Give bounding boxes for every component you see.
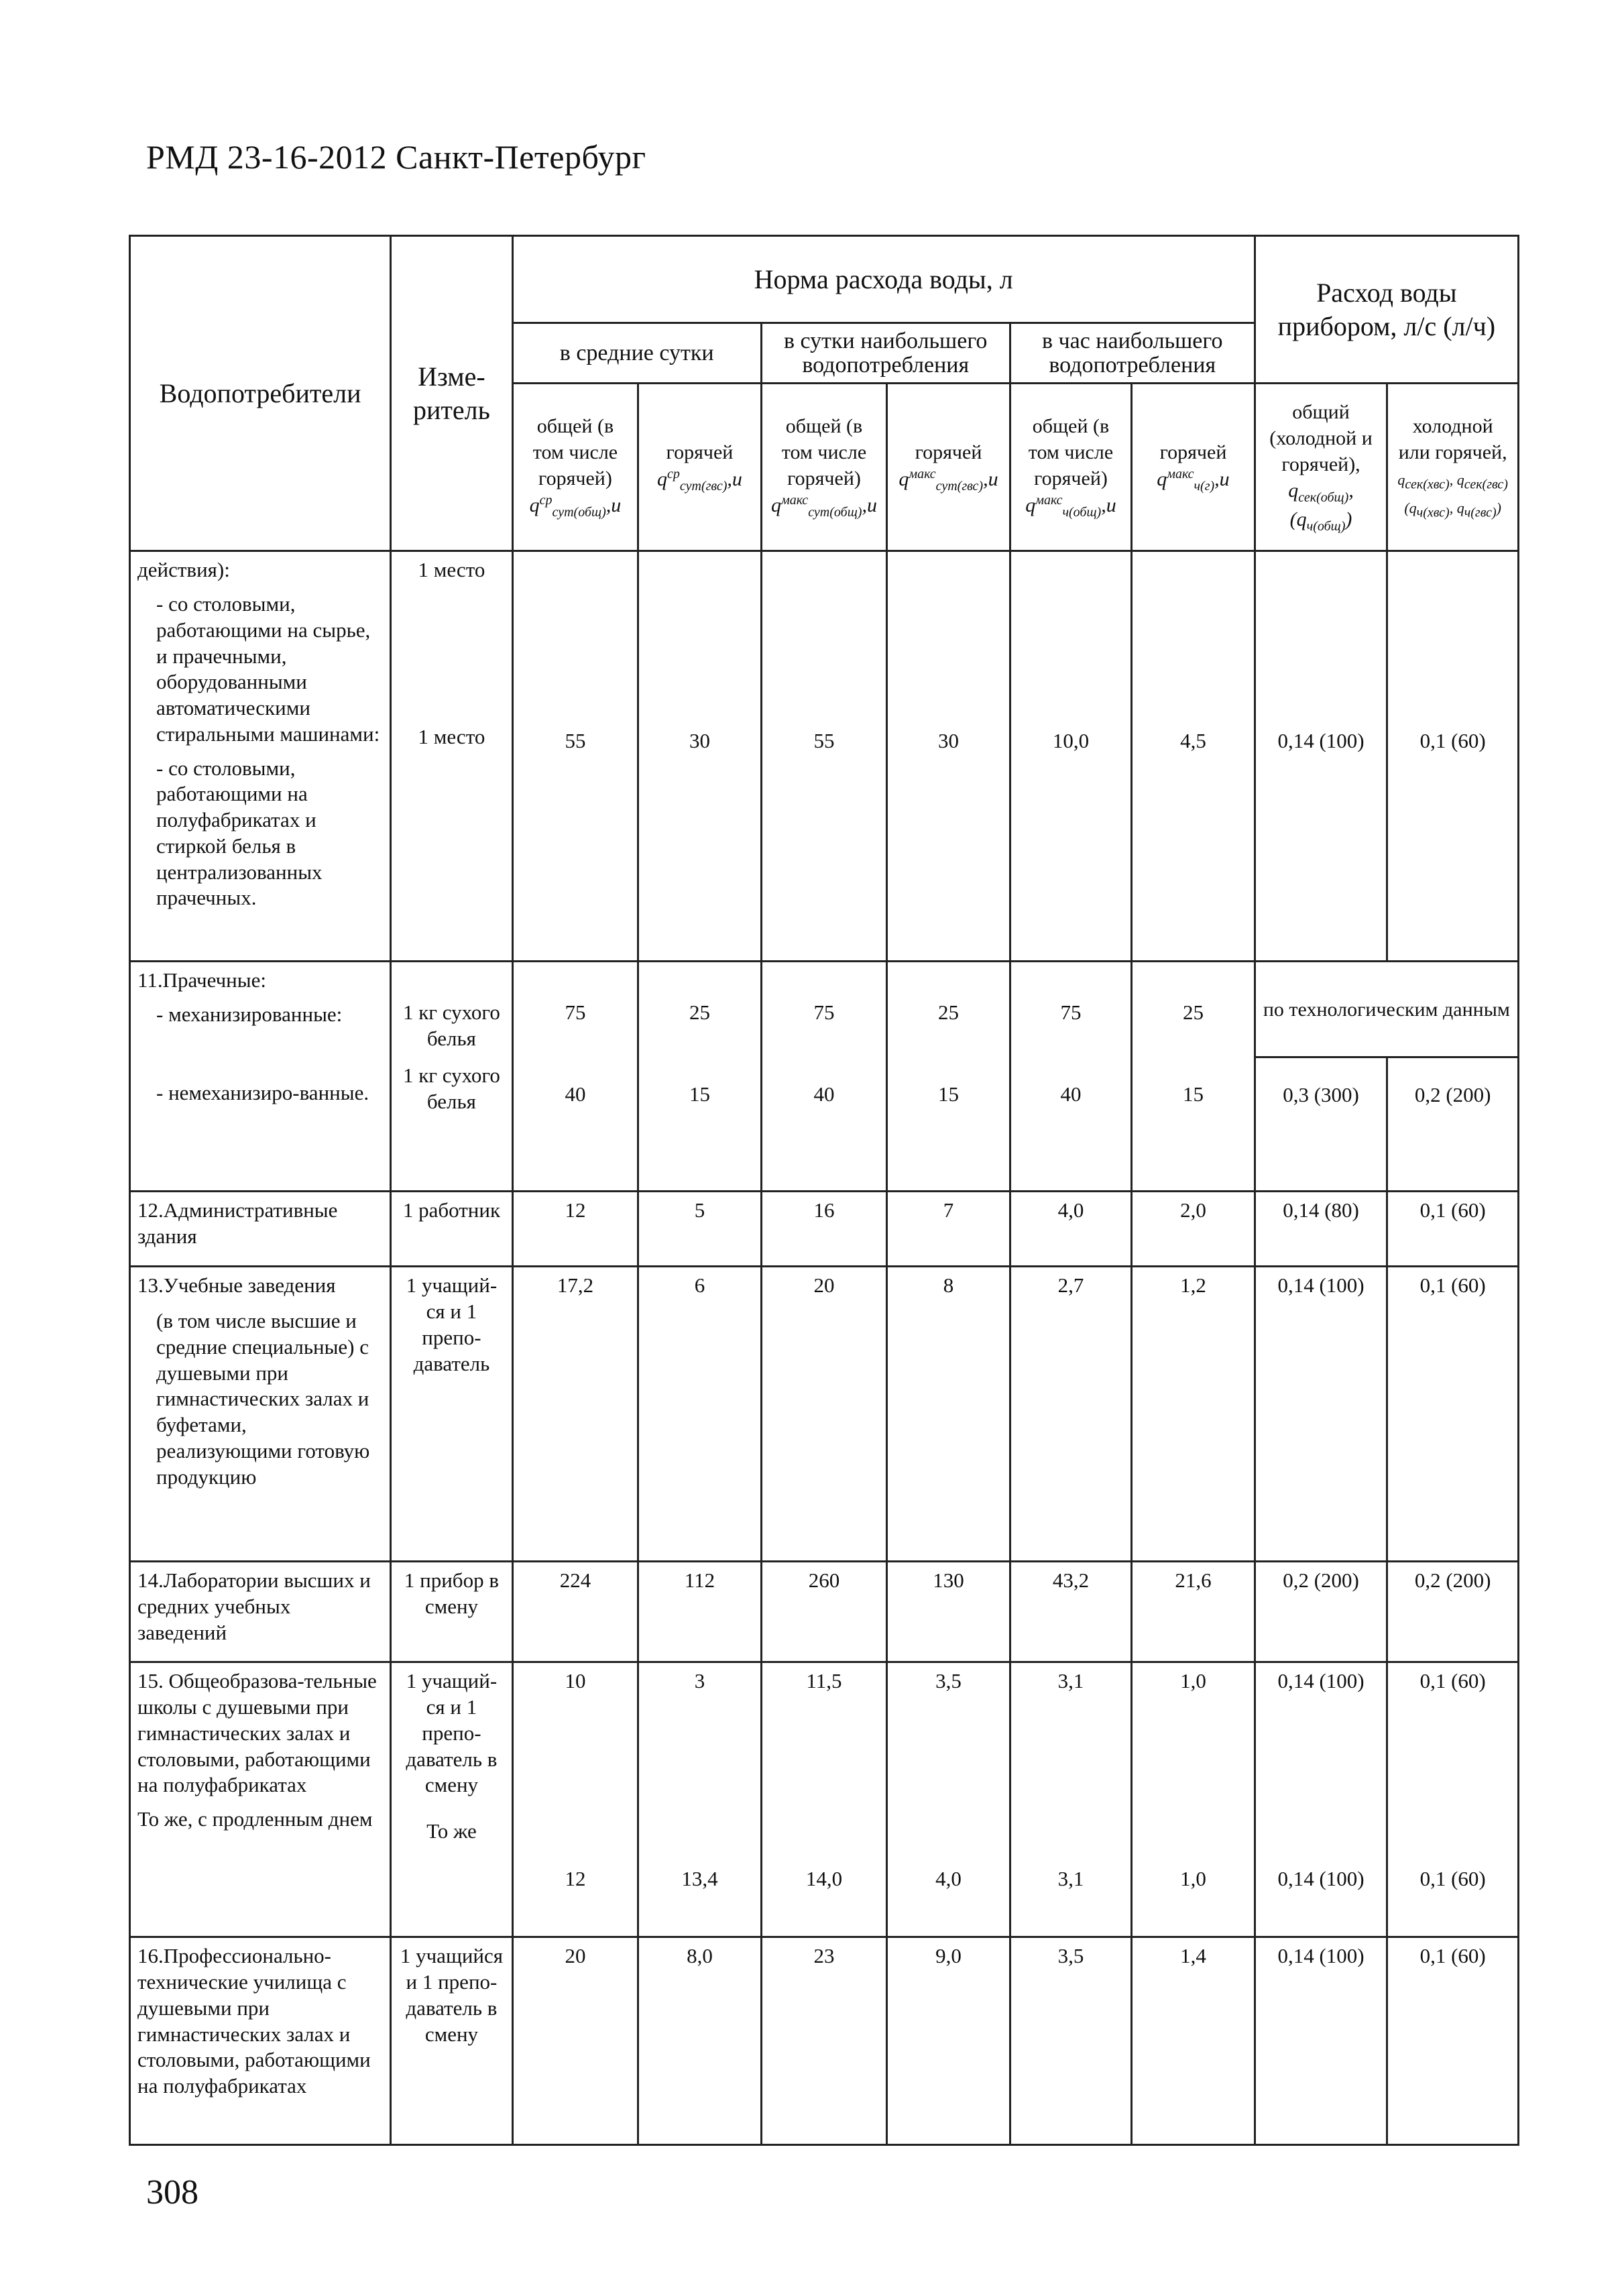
- cell-value: 20: [761, 1267, 887, 1562]
- tech-data-note: по технологическим данным: [1255, 962, 1518, 1057]
- row-consumer-title: 11.Прачечные:: [137, 968, 266, 992]
- cell-value: 0,14 (100): [1255, 551, 1387, 962]
- cell-value: 55: [512, 551, 638, 962]
- symbol-q-avg-hot: $q^{ср}_{сут(гвс)},u$: [657, 467, 742, 494]
- header-max-day: в сутки наибольшего водопотребления: [761, 323, 1010, 384]
- symbol-q-sec-total: $q_{сек(общ)}$,: [1288, 479, 1354, 506]
- cell-value: 10,0: [1010, 551, 1131, 962]
- table-row: [130, 1267, 1519, 1562]
- cell-value: 9,0: [887, 1937, 1010, 2145]
- cell-value: 20: [512, 1937, 638, 2145]
- row-unit: 1 кг сухого белья: [391, 1057, 512, 1192]
- cell-value: 0,1 (60): [1387, 551, 1519, 962]
- row-consumer-sub: - немеханизиро-ванные.: [156, 1080, 369, 1104]
- header-maxday-hot: [887, 384, 1010, 551]
- header-maxhour-hot-label: горячей: [1159, 441, 1227, 464]
- symbol-q-maxday-hot: $q^{макс}_{сут(гвс)},u$: [898, 467, 998, 494]
- header-consumers: Водопотребители: [130, 236, 391, 551]
- symbol-q-avg-total: $q^{ср}_{сут(общ)},u$: [529, 493, 622, 520]
- row-unit: [391, 1662, 512, 1937]
- row-unit: 1 прибор в смену: [391, 1562, 512, 1662]
- cell-value: 8: [887, 1267, 1010, 1562]
- cell-value: 0,14 (100): [1255, 1937, 1387, 2145]
- header-avg-total-label: общей (в том числе горячей): [532, 415, 618, 490]
- cell-value: 15: [887, 1057, 1010, 1192]
- cell-value: 3 13,4: [638, 1662, 762, 1937]
- cell-value: 0,1 (60): [1387, 1937, 1519, 2145]
- cell-value: 40: [512, 1057, 638, 1192]
- row-consumer-note: (в том числе высшие и средние специальные) с душевыми при гимнастических залах и буфетами, реализующими готовую продукцию: [156, 1309, 370, 1489]
- cell-value: 0,1 (60): [1387, 1192, 1519, 1267]
- row-consumer-title: 13.Учебные заведения: [137, 1273, 336, 1298]
- row-unit: 1 учащийся и 1 препо-даватель в смену: [391, 1937, 512, 2145]
- cell-value: 23: [761, 1937, 887, 2145]
- cell-value: 75: [1010, 962, 1131, 1057]
- cell-value: 43,2: [1010, 1562, 1131, 1662]
- cell-value: 260: [761, 1562, 887, 1662]
- cell-value: 30: [638, 551, 762, 962]
- cell-value: 2,0: [1132, 1192, 1255, 1267]
- symbol-q-hour-total: $(q_{ч(общ)})$: [1289, 508, 1352, 534]
- header-avg-day: в средние сутки: [512, 323, 761, 384]
- cell-value: 0,2 (200): [1255, 1562, 1387, 1662]
- cell-value: 1,2: [1132, 1267, 1255, 1562]
- row-unit: 1 работник: [391, 1192, 512, 1267]
- row-consumer: [130, 551, 391, 962]
- cell-value: 40: [1010, 1057, 1131, 1192]
- header-device-flow: Расход воды прибором, л/с (л/ч): [1255, 236, 1518, 384]
- row-consumer-extra: То же, с продленным днем: [137, 1807, 373, 1831]
- cell-value: 25: [638, 962, 762, 1057]
- water-consumption-table: [129, 235, 1519, 2146]
- header-device-cold-hot-label: холодной или горячей,: [1398, 415, 1507, 464]
- cell-value: 0,14 (100): [1255, 1267, 1387, 1562]
- cell-value: 3,5: [1010, 1937, 1131, 2145]
- cell-value: 21,6: [1132, 1562, 1255, 1662]
- cell-value: 1,4: [1132, 1937, 1255, 2145]
- header-device-cold-hot: [1387, 384, 1519, 551]
- page-number: 308: [146, 2173, 198, 2212]
- cell-value: 25: [887, 962, 1010, 1057]
- table-row: [130, 551, 1519, 962]
- cell-value: 16: [761, 1192, 887, 1267]
- header-maxday-total: [761, 384, 887, 551]
- cell-value: 0,3 (300): [1255, 1057, 1387, 1192]
- row-unit-extra: То же: [426, 1819, 477, 1843]
- header-maxday-hot-label: горячей: [915, 441, 982, 464]
- cell-value: 15: [638, 1057, 762, 1192]
- cell-value: 0,1 (60): [1387, 1267, 1519, 1562]
- header-norm: Норма расхода воды, л: [512, 236, 1255, 323]
- cell-value: 5: [638, 1192, 762, 1267]
- header-device-total-label: общий (холодной и горячей),: [1269, 401, 1373, 476]
- row-unit-main: 1 учащий-ся и 1 препо-даватель в смену: [406, 1669, 498, 1797]
- header-maxhour-total-label: общей (в том числе горячей): [1028, 415, 1114, 490]
- cell-value: 0,2 (200): [1387, 1562, 1519, 1662]
- cell-value: 4,0: [1010, 1192, 1131, 1267]
- row-consumer-line: - со столовыми, работающими на сырье, и прачечными, оборудованными автоматическими стиральными машинами:: [156, 592, 380, 746]
- cell-value: 6: [638, 1267, 762, 1562]
- row-consumer: [130, 1267, 391, 1562]
- document-header: РМД 23-16-2012 Санкт-Петербург: [146, 138, 646, 176]
- cell-value: 12: [512, 1192, 638, 1267]
- header-maxhour-hot: [1132, 384, 1255, 551]
- header-avg-total: [512, 384, 638, 551]
- table-row: [130, 1562, 1519, 1662]
- cell-value: 30: [887, 551, 1010, 962]
- table-row: [130, 962, 1519, 1057]
- cell-value: 2,7: [1010, 1267, 1131, 1562]
- symbol-q-maxday-total: $q^{макс}_{сут(общ)},u$: [770, 493, 877, 520]
- symbol-q-maxhour-hot: $q^{макс}_{ч(г)},u$: [1157, 467, 1230, 494]
- row-consumer-title: 15. Общеобразова-тельные школы с душевыми при гимнастических залах и столовыми, работающими на полуфабрикатах: [137, 1669, 377, 1797]
- row-consumer: [130, 1057, 391, 1192]
- cell-value: 25: [1132, 962, 1255, 1057]
- row-consumer-line: - со столовыми, работающими на полуфабрикатах и стиркой белья в централизованных прачечных.: [156, 756, 323, 910]
- cell-value: 17,2: [512, 1267, 638, 1562]
- row-unit: [391, 551, 512, 962]
- header-max-hour: в час наибольшего водопотребления: [1010, 323, 1255, 384]
- symbol-q-maxhour-total: $q^{макс}_{ч(общ)},u$: [1025, 493, 1116, 520]
- table-row: [130, 1662, 1519, 1937]
- header-maxhour-total: [1010, 384, 1131, 551]
- row-consumer: [130, 962, 391, 1057]
- cell-value: 40: [761, 1057, 887, 1192]
- row-unit: 1 учащий-ся и 1 препо-даватель: [391, 1267, 512, 1562]
- row-consumer: 16.Профессионально-технические училища с душевыми при гимнастических залах и столовыми, работающими на полуфабрикатах: [130, 1937, 391, 2145]
- row-unit-top: 1 место: [418, 558, 485, 582]
- symbol-q-hour-cold-hot: ($q_{ч(хвс)}$, $q_{ч(гвс)}$): [1404, 499, 1501, 520]
- header-avg-hot: [638, 384, 762, 551]
- cell-value: 15: [1132, 1057, 1255, 1192]
- table-row: [130, 1057, 1519, 1192]
- cell-value: 0,14 (100) 0,14 (100): [1255, 1662, 1387, 1937]
- symbol-q-sec-cold-hot: $q_{сек(хвс)}$, $q_{сек(гвс)}$: [1397, 471, 1508, 492]
- row-consumer: [130, 1662, 391, 1937]
- row-unit: 1 кг сухого белья: [391, 962, 512, 1057]
- cell-value: 0,2 (200): [1387, 1057, 1519, 1192]
- cell-value: 0,14 (80): [1255, 1192, 1387, 1267]
- cell-value: 224: [512, 1562, 638, 1662]
- cell-value: 75: [761, 962, 887, 1057]
- table-row: [130, 1192, 1519, 1267]
- row-consumer: 14.Лаборатории высших и средних учебных заведений: [130, 1562, 391, 1662]
- row-consumer: 12.Административные здания: [130, 1192, 391, 1267]
- header-avg-hot-label: горячей: [666, 441, 734, 464]
- cell-value: 3,5 4,0: [887, 1662, 1010, 1937]
- cell-value: 130: [887, 1562, 1010, 1662]
- header-unit: Изме-ритель: [391, 236, 512, 551]
- cell-value: 55: [761, 551, 887, 962]
- cell-value: 7: [887, 1192, 1010, 1267]
- row-consumer-line: действия):: [137, 558, 230, 582]
- row-unit-main: 1 место: [418, 725, 485, 749]
- cell-value: 11,5 14,0: [761, 1662, 887, 1937]
- cell-value: 4,5: [1132, 551, 1255, 962]
- cell-value: 10 12: [512, 1662, 638, 1937]
- cell-value: 3,1 3,1: [1010, 1662, 1131, 1937]
- header-maxday-total-label: общей (в том числе горячей): [781, 415, 867, 490]
- cell-value: 0,1 (60) 0,1 (60): [1387, 1662, 1519, 1937]
- row-consumer-sub: - механизированные:: [156, 1002, 343, 1027]
- cell-value: 112: [638, 1562, 762, 1662]
- table-row: [130, 1937, 1519, 2145]
- cell-value: 75: [512, 962, 638, 1057]
- cell-value: 1,0 1,0: [1132, 1662, 1255, 1937]
- cell-value: 8,0: [638, 1937, 762, 2145]
- header-device-total: [1255, 384, 1387, 551]
